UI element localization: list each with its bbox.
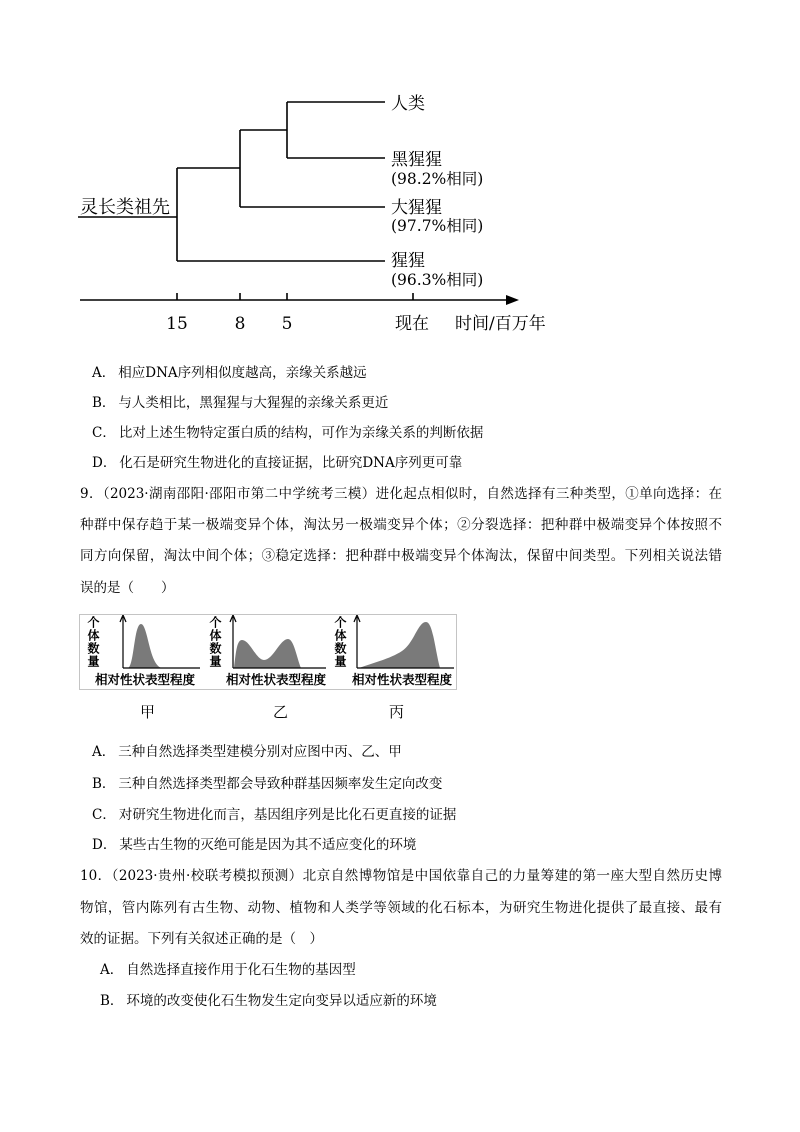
option-key: C． [92,807,116,823]
panel-1-curve [128,624,162,668]
option-text: 三种自然选择类型建模分别对应图中丙、乙、甲 [118,744,402,760]
option-key: B． [100,993,124,1009]
q8-option-c [92,424,483,442]
option-key: A． [100,962,124,978]
q9-option-d [92,836,416,854]
panel-2-x-label: 相对性状表型程度 [226,672,327,687]
option-text: 三种自然选择类型都会导致种群基因频率发生定向改变 [118,776,443,792]
option-text: 相应DNA序列相似度越高，亲缘关系越远 [118,365,367,381]
similarity-orangutan: (96.3%相同) [391,271,484,289]
panel-1-y-label: 个体数量 [86,616,100,668]
leaf-label-orangutan: 猩猩 [391,251,425,271]
selection-types-figure [79,614,457,690]
panel-3-curve [359,622,440,668]
option-key: C． [92,425,116,441]
option-key: A． [92,365,116,381]
q8-option-a [92,364,367,382]
option-text: 比对上述生物特定蛋白质的结构，可作为亲缘关系的判断依据 [118,425,484,441]
similarity-chimpanzee: (98.2%相同) [391,170,484,188]
panel-3-caption: 丙 [389,703,405,721]
leaf-label-human: 人类 [391,94,425,114]
option-key: B． [92,395,116,411]
panel-3-x-label: 相对性状表型程度 [352,672,453,687]
option-key: D． [92,455,117,471]
option-text: 自然选择直接作用于化石生物的基因型 [126,962,356,978]
option-key: B． [92,776,116,792]
option-key: A． [92,744,116,760]
panel-1-caption: 甲 [140,703,156,721]
q9-option-c [92,806,456,824]
time-axis-arrow [506,295,519,305]
tick-label-5: 5 [281,314,293,334]
leaf-label-chimpanzee: 黑猩猩 [391,150,442,170]
option-text: 对研究生物进化而言，基因组序列是比化石更直接的证据 [118,807,457,823]
option-text: 化石是研究生物进化的直接证据，比研究DNA序列更可靠 [119,455,463,471]
option-key: D． [92,837,117,853]
panel-1-x-label: 相对性状表型程度 [95,672,196,687]
option-text: 某些古生物的灭绝可能是因为其不适应变化的环境 [119,837,417,853]
tick-label-15: 15 [166,314,188,334]
q10-stem-line-3: 效的证据。下列有关叙述正确的是（ ） [80,931,323,947]
time-axis-label: 时间/百万年 [455,314,546,334]
q9-option-b [92,775,442,793]
q10-stem-line-2: 物馆，管内陈列有古生物、动物、植物和人类学等领域的化石标本，为研究生物进化提供了最直接、最有 [80,900,722,916]
panel-2-caption: 乙 [273,703,289,721]
leaf-label-gorilla: 大猩猩 [391,198,442,218]
panel-3-y-label: 个体数量 [333,616,347,668]
tick-label-8: 8 [234,314,246,334]
panel-2-y-label: 个体数量 [208,616,222,668]
phylogenetic-tree-diagram [0,0,800,345]
q8-option-b [92,394,388,412]
panel-2-curve [234,639,301,668]
q9-stem-line-2: 种群中保存趋于某一极端变异个体，淘汰另一极端变异个体；②分裂选择：把种群中极端变异个体按照不 [80,517,722,533]
option-text: 与人类相比，黑猩猩与大猩猩的亲缘关系更近 [118,395,389,411]
tick-label-now: 现在 [395,314,429,334]
q9-stem-line-3: 同方向保留，淘汰中间个体；③稳定选择：把种群中极端变异个体淘汰，保留中间类型。下列相关说法错 [80,548,722,564]
q9-stem-line-4: 误的是（ ） [80,580,175,596]
q10-option-a [100,961,356,979]
q9-option-a [92,743,402,761]
similarity-gorilla: (97.7%相同) [391,217,484,235]
q10-stem-line-1: 10．（2023·贵州·校联考模拟预测）北京自然博物馆是中国依靠自己的力量筹建的第一座大型自然历史博 [80,868,722,884]
q8-option-d [92,454,462,472]
q10-option-b [100,992,437,1010]
q9-stem-line-1: 9．（2023·湖南邵阳·邵阳市第二中学统考三模）进化起点相似时，自然选择有三种类型，①单向选择：在 [80,486,722,502]
root-label: 灵长类祖先 [80,197,170,218]
option-text: 环境的改变使化石生物发生定向变异以适应新的环境 [126,993,437,1009]
